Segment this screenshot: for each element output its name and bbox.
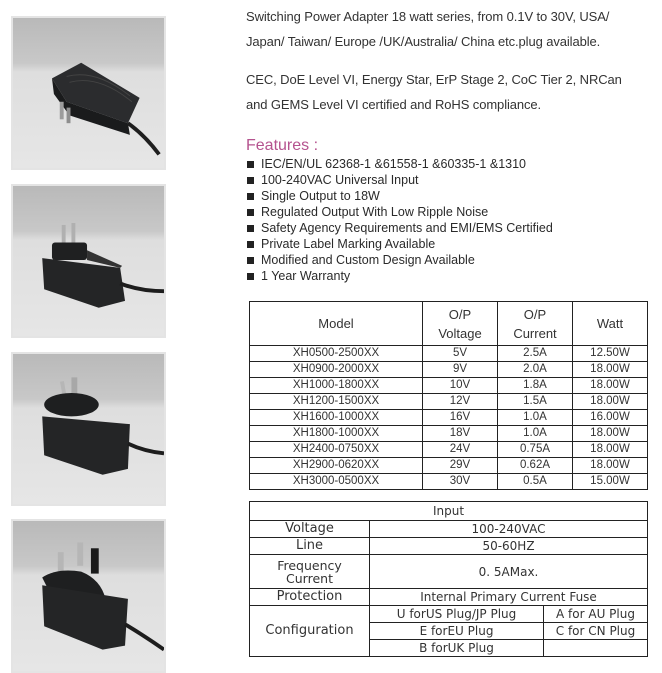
product-photo-au-plug — [11, 352, 166, 506]
intro-p2-line2: and GEMS Level VI certified and RoHS compliance. — [246, 97, 542, 112]
input-title: Input — [250, 502, 648, 521]
output-spec-table — [249, 301, 648, 490]
square-bullet-icon — [247, 257, 254, 264]
cell-voltage: 10V — [423, 378, 498, 394]
line-label: Line — [250, 538, 370, 555]
frequency-label: Frequency — [277, 557, 342, 573]
feature-item — [246, 252, 553, 268]
intro-p2-line1: CEC, DoE Level VI, Energy Star, ErP Stage 2, CoC Tier 2, NRCan — [246, 72, 622, 87]
adapter-eu-image — [13, 18, 164, 168]
square-bullet-icon — [247, 241, 254, 248]
intro-p1-line2: Japan/ Taiwan/ Europe /UK/Australia/ China etc.plug available. — [246, 34, 601, 49]
cell-current: 1.0A — [498, 426, 573, 442]
header-model: Model — [250, 302, 423, 346]
table-row — [250, 410, 648, 426]
square-bullet-icon — [247, 209, 254, 216]
protection-value: Internal Primary Current Fuse — [370, 589, 648, 606]
cell-model: XH3000-0500XX — [250, 474, 423, 490]
header-voltage — [423, 302, 498, 346]
feature-item — [246, 172, 553, 188]
product-photo-eu-plug — [11, 16, 166, 170]
cell-watt: 16.00W — [573, 410, 648, 426]
cell-watt: 12.50W — [573, 346, 648, 362]
cell-model: XH1600-1000XX — [250, 410, 423, 426]
cell-voltage: 5V — [423, 346, 498, 362]
table-header-row — [250, 302, 648, 346]
line-value: 50-60HZ — [370, 538, 648, 555]
feature-item — [246, 268, 553, 284]
intro-paragraph-2 — [246, 67, 662, 117]
cell-model: XH2900-0620XX — [250, 458, 423, 474]
config-row-1 — [250, 606, 648, 623]
cell-voltage: 29V — [423, 458, 498, 474]
features-title: Features : — [246, 137, 319, 154]
header-voltage-line2: Voltage — [438, 325, 482, 341]
input-title-row — [250, 502, 648, 521]
feature-item — [246, 156, 553, 172]
cell-model: XH2400-0750XX — [250, 442, 423, 458]
feature-text: IEC/EN/UL 62368-1 &61558-1 &60335-1 &1310 — [261, 157, 526, 171]
cell-current: 2.5A — [498, 346, 573, 362]
cell-current: 2.0A — [498, 362, 573, 378]
cell-voltage: 9V — [423, 362, 498, 378]
feature-text: Private Label Marking Available — [261, 237, 436, 251]
square-bullet-icon — [247, 161, 254, 168]
input-frequency-current-row — [250, 555, 648, 589]
cell-voltage: 16V — [423, 410, 498, 426]
cell-current: 0.5A — [498, 474, 573, 490]
header-watt: Watt — [573, 302, 648, 346]
feature-item — [246, 188, 553, 204]
input-protection-row — [250, 589, 648, 606]
table-row — [250, 378, 648, 394]
cell-current: 0.75A — [498, 442, 573, 458]
adapter-au-image — [13, 354, 164, 504]
table-row — [250, 474, 648, 490]
cell-model: XH1000-1800XX — [250, 378, 423, 394]
square-bullet-icon — [247, 273, 254, 280]
product-photo-us-plug — [11, 184, 166, 338]
config-us-jp: U forUS Plug/JP Plug — [370, 606, 544, 623]
config-au: A for AU Plug — [544, 606, 648, 623]
cell-current: 1.8A — [498, 378, 573, 394]
product-photo-uk-plug — [11, 519, 166, 673]
cell-watt: 15.00W — [573, 474, 648, 490]
cell-current: 1.0A — [498, 410, 573, 426]
feature-text: 1 Year Warranty — [261, 269, 351, 283]
feature-text: Regulated Output With Low Ripple Noise — [261, 205, 489, 219]
intro-p1-line1: Switching Power Adapter 18 watt series, from 0.1V to 30V, USA/ — [246, 9, 610, 24]
cell-current: 1.5A — [498, 394, 573, 410]
configuration-label: Configuration — [250, 606, 370, 657]
features-list — [246, 156, 553, 284]
square-bullet-icon — [247, 193, 254, 200]
voltage-label: Voltage — [250, 521, 370, 538]
adapter-us-image — [13, 186, 164, 336]
input-line-row — [250, 538, 648, 555]
feature-text: 100-240VAC Universal Input — [261, 173, 419, 187]
input-voltage-row — [250, 521, 648, 538]
cell-current: 0.62A — [498, 458, 573, 474]
table-row — [250, 362, 648, 378]
current-label: Current — [286, 570, 333, 586]
square-bullet-icon — [247, 177, 254, 184]
table-row — [250, 458, 648, 474]
cell-watt: 18.00W — [573, 426, 648, 442]
config-cn: C for CN Plug — [544, 623, 648, 640]
cell-watt: 18.00W — [573, 442, 648, 458]
header-voltage-line1: O/P — [448, 306, 472, 322]
table-row — [250, 394, 648, 410]
adapter-uk-image — [13, 521, 164, 671]
cell-model: XH1800-1000XX — [250, 426, 423, 442]
feature-text: Single Output to 18W — [261, 189, 380, 203]
feature-text: Modified and Custom Design Available — [261, 253, 475, 267]
cell-model: XH0900-2000XX — [250, 362, 423, 378]
header-current-line2: Current — [513, 325, 557, 341]
table-row — [250, 346, 648, 362]
voltage-value: 100-240VAC — [370, 521, 648, 538]
cell-watt: 18.00W — [573, 458, 648, 474]
feature-item — [246, 204, 553, 220]
feature-item — [246, 236, 553, 252]
table-row — [250, 426, 648, 442]
table-row — [250, 442, 648, 458]
protection-label: Protection — [250, 589, 370, 606]
cell-watt: 18.00W — [573, 378, 648, 394]
cell-watt: 18.00W — [573, 362, 648, 378]
header-current-line1: O/P — [523, 306, 547, 322]
cell-watt: 18.00W — [573, 394, 648, 410]
feature-text: Safety Agency Requirements and EMI/EMS Certified — [261, 221, 553, 235]
square-bullet-icon — [247, 225, 254, 232]
cell-voltage: 30V — [423, 474, 498, 490]
cell-voltage: 18V — [423, 426, 498, 442]
intro-paragraph-1 — [246, 4, 662, 54]
cell-voltage: 12V — [423, 394, 498, 410]
config-empty — [544, 640, 648, 657]
config-uk: B forUK Plug — [370, 640, 544, 657]
frequency-current-label — [250, 555, 370, 589]
config-eu: E forEU Plug — [370, 623, 544, 640]
cell-model: XH0500-2500XX — [250, 346, 423, 362]
feature-item — [246, 220, 553, 236]
cell-model: XH1200-1500XX — [250, 394, 423, 410]
header-current — [498, 302, 573, 346]
frequency-current-value: 0. 5AMax. — [370, 555, 648, 589]
cell-voltage: 24V — [423, 442, 498, 458]
input-spec-table — [249, 501, 648, 657]
